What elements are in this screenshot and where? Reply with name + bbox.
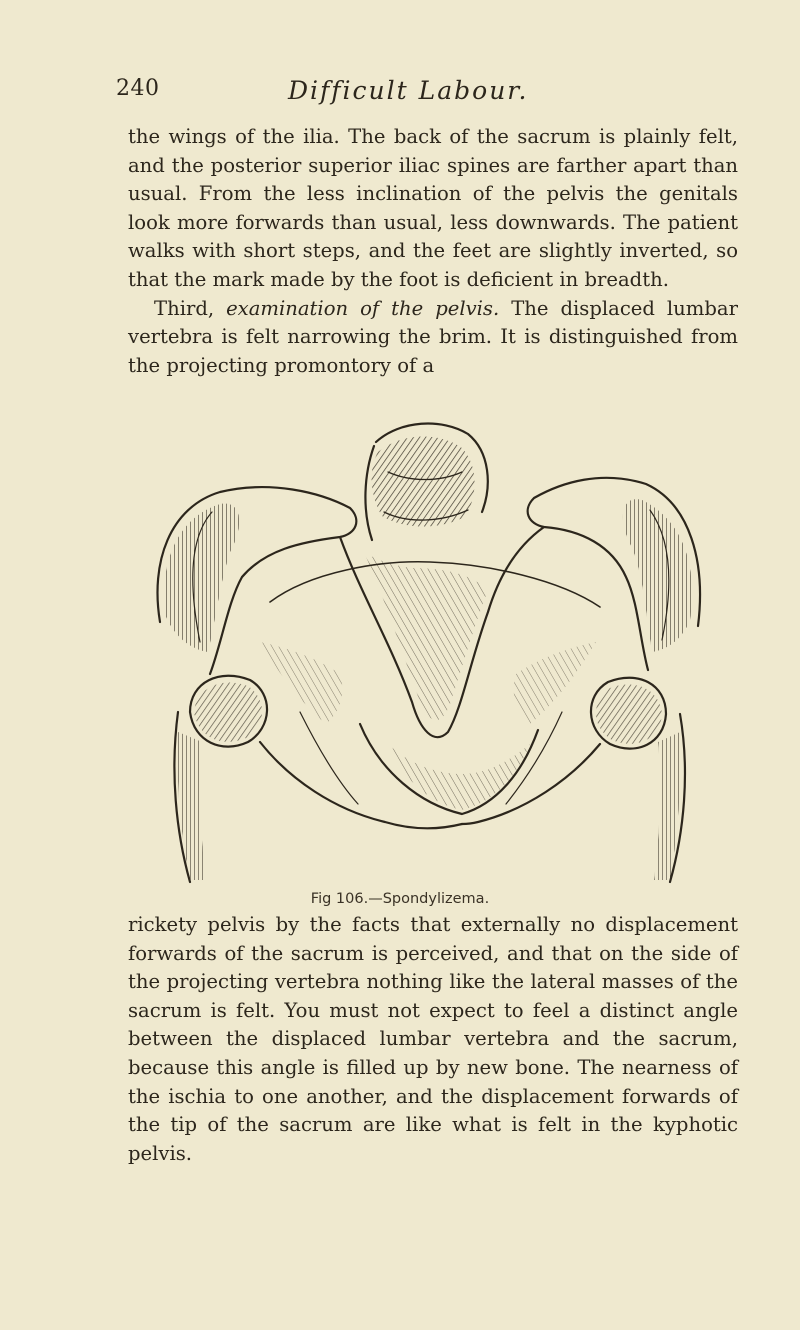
chapter-title: Difficult Labour.: [288, 76, 529, 105]
text-block-bottom: [128, 911, 738, 1168]
figure-caption: Fig 106.—Spondylizema.: [310, 891, 490, 907]
paragraph: [128, 295, 738, 381]
paragraph-lead: Third,: [154, 296, 227, 320]
text-block-top: [128, 123, 738, 380]
paragraph: rickety pelvis by the facts that externally no displacement forwards of the sacrum is perceived, and that on the side of the projecting vertebra nothing like the lateral masses of the sacrum is felt. You must not expect to feel a distinct angle between the displaced lumbar vertebra and the sacrum, because this angle is filled up by new bone. The nearness of the ischia to one another, and the displacement forwards of the tip of the sacrum are like what is felt in the kyphotic pelvis.: [128, 913, 738, 1165]
paragraph: the wings of the ilia. The back of the sacrum is plainly felt, and the posterior superior iliac spines are farther apart than usual. From the less inclination of the pelvis the genitals look more forwards than usual, less downwards. The patient walks with short steps, and the feet are slightly inverted, so that the mark made by the foot is deficient in breadth.: [128, 125, 738, 291]
figure-spondylizema-illustration: [150, 412, 710, 892]
pelvis-engraving: [150, 412, 710, 892]
emphasis-text: examination of the pelvis.: [226, 296, 500, 320]
paragraph-body: The displaced lumbar vertebra is felt narrowing the brim. It is distinguished from the projecting promontory of a: [128, 296, 738, 377]
page-number: 240: [116, 76, 160, 101]
running-head: [116, 76, 716, 110]
